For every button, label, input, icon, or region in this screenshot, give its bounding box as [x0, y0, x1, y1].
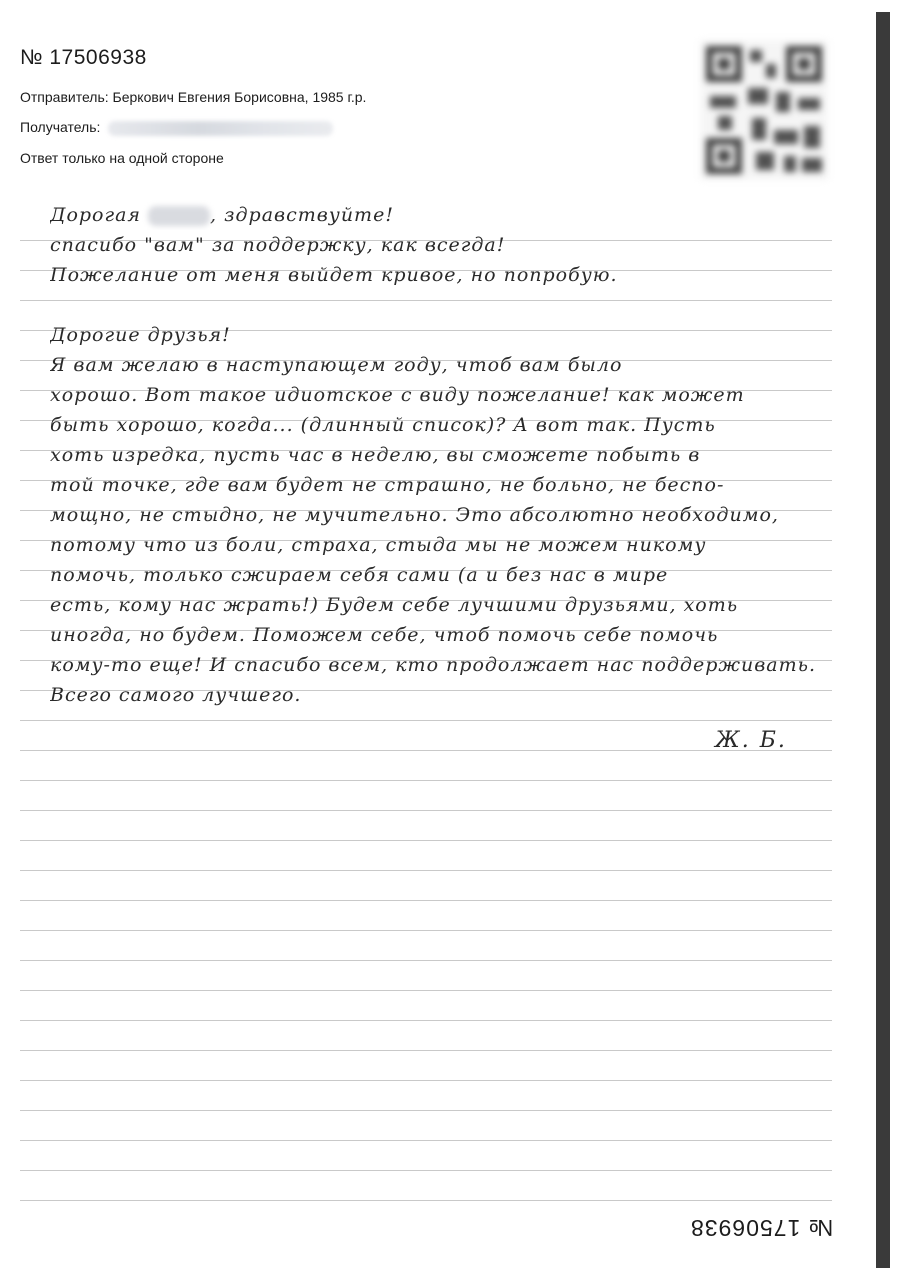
ruled-line: [20, 780, 832, 781]
ruled-line: [20, 1140, 832, 1141]
greeting-line: Дорогая , здравствуйте!: [50, 204, 394, 226]
letter-line: Дорогие друзья!: [50, 324, 231, 346]
letter-line: иногда, но будем. Поможем себе, чтоб помочь себе помочь: [50, 624, 719, 646]
ruled-line: [20, 1020, 832, 1021]
ruled-line: [20, 840, 832, 841]
letter-line: мощно, не стыдно, не мучительно. Это абсолютно необходимо,: [50, 504, 779, 526]
ruled-line: [20, 720, 832, 721]
ruled-line: [20, 900, 832, 901]
ruled-line: [20, 870, 832, 871]
ruled-line: [20, 960, 832, 961]
one-side-note: Ответ только на одной стороне: [20, 150, 224, 166]
letter-line: той точке, где вам будет не страшно, не больно, не беспо-: [50, 474, 725, 496]
letter-line: спасибо "вам" за поддержку, как всегда!: [50, 234, 506, 256]
letter-line: помочь, только сжираем себя сами (а и без нас в мире: [50, 564, 669, 586]
letter-line: хоть изредка, пусть час в неделю, вы сможете побыть в: [50, 444, 701, 466]
sender-line: Отправитель: Беркович Евгения Борисовна, 1985 г.р.: [20, 89, 367, 105]
letter-number: № 17506938: [20, 46, 147, 69]
ruled-line: [20, 930, 832, 931]
recipient-label: Получатель:: [20, 119, 101, 135]
footer-letter-number: № 17506938: [690, 1215, 834, 1241]
letter-line: Я вам желаю в наступающем году, чтоб вам было: [50, 354, 623, 376]
ruled-line: [20, 1050, 832, 1051]
handwritten-letter: [50, 200, 840, 710]
ruled-line: [20, 1110, 832, 1111]
letter-line: есть, кому нас жрать!) Будем себе лучшими друзьями, хоть: [50, 594, 739, 616]
letter-line: Пожелание от меня выйдет кривое, но попробую.: [50, 264, 618, 286]
signature: Ж. Б.: [715, 728, 787, 753]
ruled-line: [20, 1170, 832, 1171]
letter-line: хорошо. Вот такое идиотское с виду пожелание! как может: [50, 384, 745, 406]
recipient-line: [20, 119, 333, 136]
ruled-line: [20, 1200, 832, 1201]
letter-line: Всего самого лучшего.: [50, 684, 302, 706]
ruled-line: [20, 990, 832, 991]
letter-line: потому что из боли, страха, стыда мы не можем никому: [50, 534, 707, 556]
ruled-line: [20, 750, 832, 751]
letter-line: [50, 290, 840, 320]
scan-edge-bar: [876, 12, 890, 1268]
ruled-line: [20, 1080, 832, 1081]
ruled-line: [20, 810, 832, 811]
letter-line: кому-то еще! И спасибо всем, кто продолжает нас поддерживать.: [50, 654, 816, 676]
redacted-greeting-name: [148, 206, 210, 226]
qr-code-icon: [700, 40, 828, 180]
redacted-recipient-name: [108, 121, 333, 136]
letter-line: быть хорошо, когда... (длинный список)? А вот так. Пусть: [50, 414, 716, 436]
